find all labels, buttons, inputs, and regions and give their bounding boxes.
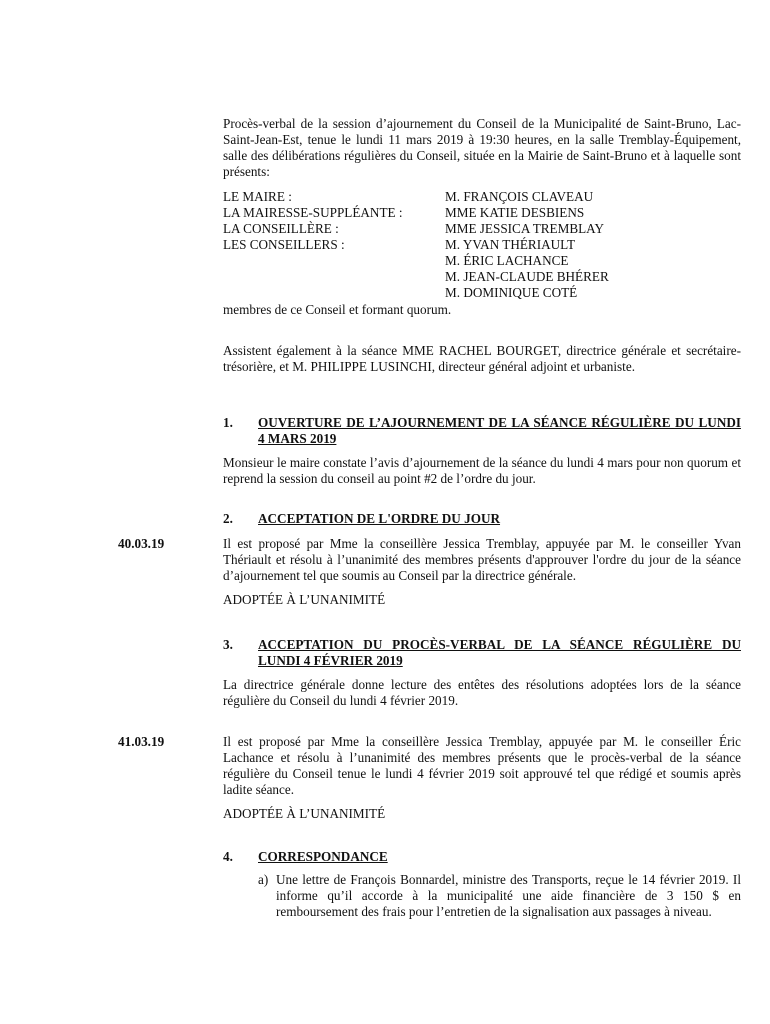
resolution-number: 40.03.19 (118, 536, 165, 551)
quorum-statement: membres de ce Conseil et formant quorum. (223, 302, 452, 317)
section-title: CORRESPONDANCE (258, 849, 388, 864)
adopted-statement: ADOPTÉE À L’UNANIMITÉ (223, 806, 386, 821)
roster-row (223, 253, 741, 269)
section-title: OUVERTURE DE L’AJOURNEMENT DE LA SÉANCE RÉGULIÈRE DU LUNDI 4 MARS 2019 (258, 415, 741, 446)
roster-row (223, 189, 741, 205)
intro-paragraph: Procès-verbal de la session d’ajournement du Conseil de la Municipalité de Saint-Bruno, Lac-Saint-Jean-Est, tenue le lundi 11 mars 2019 à 19:30 heures, en la salle Tremblay-Équipement, salle des délibérations régulières du Conseil, située en la Mairie de Saint-Bruno et à laquelle sont présents: (223, 116, 741, 179)
roster-name: M. JEAN-CLAUDE BHÉRER (445, 269, 609, 284)
roster-name: MME JESSICA TREMBLAY (445, 221, 605, 236)
section-title: ACCEPTATION DU PROCÈS-VERBAL DE LA SÉANCE RÉGULIÈRE DU LUNDI 4 FÉVRIER 2019 (258, 637, 741, 668)
roster-name: M. DOMINIQUE COTÉ (445, 285, 578, 300)
roster-role: LA CONSEILLÈRE : (223, 221, 339, 236)
roster-name: M. YVAN THÉRIAULT (445, 237, 576, 252)
roster-row (223, 237, 741, 253)
attendance-roster (223, 189, 741, 301)
resolution-text: Il est proposé par Mme la conseillère Jessica Tremblay, appuyée par M. le conseiller Éric Lachance et résolu à l’unanimité des membres présents que le procès-verbal de la séance régulière du Conseil tenue le lundi 4 février 2019 soit approuvé tel que rédigé et soumis après ladite séance. (223, 734, 741, 797)
list-marker: a) (258, 872, 269, 887)
roster-row (223, 269, 741, 285)
adopted-statement: ADOPTÉE À L’UNANIMITÉ (223, 592, 386, 607)
attendees-paragraph: Assistent également à la séance MME RACHEL BOURGET, directrice générale et secrétaire-trésorière, et M. PHILIPPE LUSINCHI, directeur général adjoint et urbaniste. (223, 343, 741, 374)
roster-role: LES CONSEILLERS : (223, 237, 345, 252)
roster-row (223, 205, 741, 221)
list-item-text: Une lettre de François Bonnardel, ministre des Transports, reçue le 14 février 2019. Il informe qu’il accorde à la municipalité une aide financière de 3 150 $ en remboursement des frais pour l’entretien de la signalisation aux passages à niveau. (276, 872, 741, 919)
roster-name: M. FRANÇOIS CLAVEAU (445, 189, 594, 204)
roster-row (223, 221, 741, 237)
section-number: 4. (223, 849, 233, 864)
section-number: 3. (223, 637, 233, 652)
section-text: Monsieur le maire constate l’avis d’ajournement de la séance du lundi 4 mars pour non quorum et reprend la session du conseil au point #2 de l’ordre du jour. (223, 455, 741, 486)
section-title: ACCEPTATION DE L'ORDRE DU JOUR (258, 511, 501, 526)
roster-row (223, 285, 741, 301)
resolution-text: Il est proposé par Mme la conseillère Jessica Tremblay, appuyée par M. le conseiller Yvan Thériault et résolu à l’unanimité des membres présents d'approuver l'ordre du jour de la séance d’ajournement tel que soumis au Conseil par la directrice générale. (223, 536, 741, 583)
resolution-number: 41.03.19 (118, 734, 165, 749)
roster-name: M. ÉRIC LACHANCE (445, 253, 569, 268)
section-number: 1. (223, 415, 233, 430)
section-number: 2. (223, 511, 233, 526)
section-text: La directrice générale donne lecture des entêtes des résolutions adoptées lors de la séance régulière du Conseil du lundi 4 février 2019. (223, 677, 741, 708)
roster-name: MME KATIE DESBIENS (445, 205, 585, 220)
roster-role: LA MAIRESSE-SUPPLÉANTE : (223, 205, 403, 220)
roster-role: LE MAIRE : (223, 189, 292, 204)
list-item (258, 872, 741, 920)
